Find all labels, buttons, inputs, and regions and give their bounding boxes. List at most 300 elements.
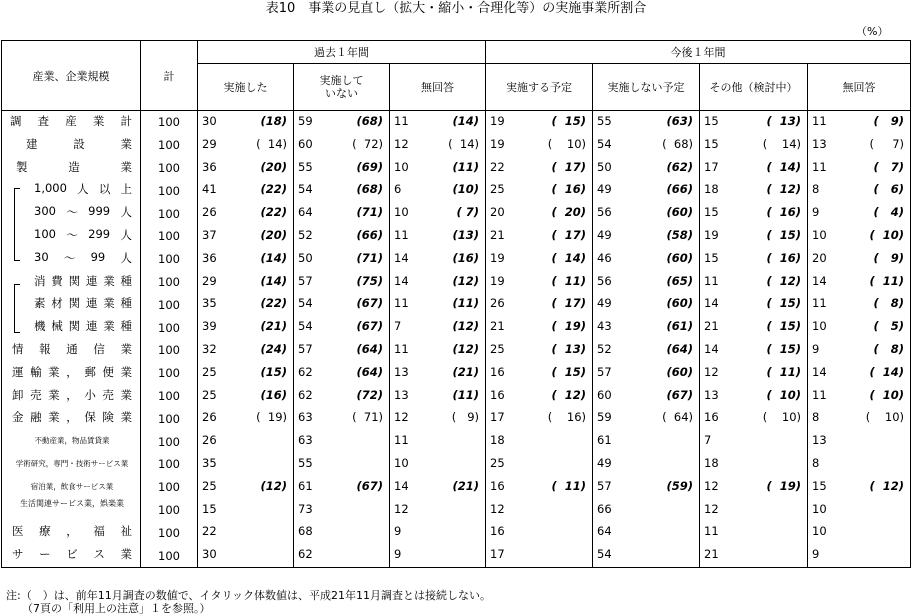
value-cell <box>808 293 911 316</box>
header-past-group: 過去１年間 <box>198 41 486 64</box>
previous-value: (65) <box>666 273 694 288</box>
value-cell <box>700 430 808 453</box>
current-value: 13 <box>812 136 827 151</box>
value-cell <box>390 248 486 271</box>
previous-value: (13) <box>452 227 480 242</box>
current-value: 54 <box>597 136 612 151</box>
current-value: 62 <box>298 547 313 562</box>
value-cell <box>198 544 294 567</box>
previous-value: (11) <box>452 387 480 402</box>
current-value: 14 <box>394 273 409 288</box>
value-cell <box>700 407 808 430</box>
current-value: 63 <box>298 410 313 425</box>
row-label-text: 学術研究，専門・技術サービス業 <box>15 458 129 468</box>
row-label-text: 卸 売 業 ， 小 売 業 <box>12 387 132 402</box>
value-cell <box>198 476 294 499</box>
current-value: 56 <box>597 273 612 288</box>
previous-value: (21) <box>452 364 480 379</box>
row-label-text: 情 報 通 信 業 <box>12 341 132 356</box>
current-value: 19 <box>490 250 505 265</box>
previous-value: ( 7) <box>869 136 905 151</box>
current-value: 29 <box>202 136 217 151</box>
unit-label: （%） <box>856 25 889 38</box>
previous-value: ( 68) <box>662 136 694 151</box>
current-value: 16 <box>704 410 719 425</box>
previous-value: ( 14) <box>551 250 587 265</box>
current-value: 7 <box>704 433 712 448</box>
current-value: 10 <box>812 501 827 516</box>
value-cell <box>390 362 486 385</box>
previous-value: (14) <box>260 273 287 288</box>
value-cell <box>486 453 593 476</box>
current-value: 12 <box>490 501 505 516</box>
column-header: 実施した <box>198 64 294 111</box>
previous-value: (72) <box>356 387 383 402</box>
row-total: 100 <box>141 202 198 225</box>
current-value: 64 <box>298 205 313 220</box>
group-bracket <box>14 188 15 260</box>
row-total: 100 <box>141 362 198 385</box>
value-cell <box>700 225 808 248</box>
previous-value: (61) <box>666 319 694 334</box>
value-cell <box>593 271 700 294</box>
header-total: 計 <box>141 41 198 111</box>
current-value: 9 <box>394 524 402 539</box>
current-value: 19 <box>490 273 505 288</box>
value-cell <box>593 157 700 180</box>
value-cell <box>486 225 593 248</box>
current-value: 57 <box>597 364 612 379</box>
previous-value: ( 5) <box>873 319 905 334</box>
current-value: 16 <box>490 478 505 493</box>
current-value: 8 <box>812 410 820 425</box>
previous-value: ( 7) <box>456 205 480 220</box>
row-total: 100 <box>141 293 198 316</box>
row-label <box>2 316 141 339</box>
previous-value: (67) <box>356 478 383 493</box>
value-cell <box>700 453 808 476</box>
previous-value: ( 16) <box>766 205 802 220</box>
previous-value: ( 10) <box>762 410 802 425</box>
row-label-text: 宿泊業，飲食サービス業 <box>30 481 114 491</box>
table-row <box>2 521 911 544</box>
value-cell <box>593 453 700 476</box>
current-value: 59 <box>298 114 313 128</box>
value-cell <box>390 476 486 499</box>
group-bracket <box>14 284 15 332</box>
previous-value: ( 20) <box>551 205 587 220</box>
table-row <box>2 316 911 339</box>
row-total: 100 <box>141 521 198 544</box>
previous-value: ( 10) <box>869 387 905 402</box>
value-cell <box>593 385 700 408</box>
footnote: 注:（ ）は、前年11月調査の数値で、イタリック体数値は、平成21年11月調査とは接続しない。 <box>6 589 492 602</box>
previous-value: ( 17) <box>551 159 587 174</box>
value-cell <box>808 385 911 408</box>
value-cell <box>593 362 700 385</box>
current-value: 25 <box>202 364 217 379</box>
previous-value: ( 11) <box>869 273 905 288</box>
current-value: 22 <box>490 159 505 174</box>
header-future-group: 今後１年間 <box>486 41 911 64</box>
value-cell <box>390 134 486 157</box>
data-table <box>1 40 911 568</box>
row-total: 100 <box>141 385 198 408</box>
previous-value: ( 11) <box>766 364 802 379</box>
value-cell <box>486 316 593 339</box>
row-label <box>2 271 141 294</box>
value-cell <box>700 134 808 157</box>
value-cell <box>700 202 808 225</box>
value-cell <box>593 544 700 567</box>
value-cell <box>198 157 294 180</box>
previous-value: (14) <box>452 114 480 128</box>
current-value: 64 <box>597 524 612 539</box>
row-total: 100 <box>141 111 198 134</box>
table-row <box>2 202 911 225</box>
table-row <box>2 362 911 385</box>
row-label <box>2 407 141 430</box>
value-cell <box>808 111 911 134</box>
current-value: 11 <box>704 273 719 288</box>
previous-value: ( 13) <box>766 114 802 128</box>
current-value: 10 <box>394 205 409 220</box>
value-cell <box>294 157 390 180</box>
value-cell <box>390 202 486 225</box>
value-cell <box>198 430 294 453</box>
previous-value: (64) <box>356 341 383 356</box>
current-value: 9 <box>812 547 820 562</box>
table-row <box>2 271 911 294</box>
previous-value: ( 9) <box>451 410 480 425</box>
value-cell <box>700 499 808 522</box>
table-row <box>2 293 911 316</box>
current-value: 57 <box>298 341 313 356</box>
previous-value: ( 71) <box>352 410 383 425</box>
row-label <box>2 430 141 453</box>
previous-value: (59) <box>666 478 694 493</box>
current-value: 11 <box>394 296 409 311</box>
value-cell <box>294 293 390 316</box>
current-value: 36 <box>202 250 217 265</box>
row-label-text: 運 輸 業 ， 郵 便 業 <box>12 364 132 379</box>
value-cell <box>198 521 294 544</box>
current-value: 55 <box>298 455 313 470</box>
value-cell <box>593 316 700 339</box>
value-cell <box>593 293 700 316</box>
previous-value: ( 14) <box>762 136 802 151</box>
previous-value: ( 12) <box>766 182 802 197</box>
current-value: 14 <box>812 364 827 379</box>
value-cell <box>294 111 390 134</box>
row-total: 100 <box>141 316 198 339</box>
current-value: 25 <box>490 455 505 470</box>
current-value: 52 <box>298 227 313 242</box>
previous-value: (11) <box>452 296 480 311</box>
value-cell <box>700 362 808 385</box>
value-cell <box>198 499 294 522</box>
current-value: 6 <box>394 182 402 197</box>
row-total: 100 <box>141 499 198 522</box>
current-value: 32 <box>202 341 217 356</box>
value-cell <box>198 385 294 408</box>
value-cell <box>700 339 808 362</box>
row-label-text: 30 ～ 99 人 <box>34 249 132 265</box>
current-value: 11 <box>812 114 827 128</box>
value-cell <box>486 407 593 430</box>
value-cell <box>593 225 700 248</box>
current-value: 66 <box>597 501 612 516</box>
value-cell <box>808 248 911 271</box>
group-bracket-tick <box>14 332 20 333</box>
current-value: 18 <box>490 433 505 448</box>
value-cell <box>390 111 486 134</box>
current-value: 13 <box>812 433 827 448</box>
previous-value: ( 7) <box>873 159 905 174</box>
table-row <box>2 476 911 499</box>
current-value: 18 <box>704 182 719 197</box>
current-value: 73 <box>298 501 313 516</box>
previous-value: ( 16) <box>551 182 587 197</box>
value-cell <box>390 521 486 544</box>
current-value: 12 <box>704 364 719 379</box>
value-cell <box>486 544 593 567</box>
column-header: 無回答 <box>390 64 486 111</box>
value-cell <box>294 134 390 157</box>
table-row <box>2 111 911 134</box>
value-cell <box>808 544 911 567</box>
row-total: 100 <box>141 157 198 180</box>
row-label <box>2 339 141 362</box>
current-value: 11 <box>704 524 719 539</box>
current-value: 15 <box>704 136 719 151</box>
current-value: 29 <box>202 273 217 288</box>
current-value: 17 <box>704 159 719 174</box>
previous-value: ( 15) <box>551 114 587 128</box>
value-cell <box>808 362 911 385</box>
row-label <box>2 521 141 544</box>
value-cell <box>486 499 593 522</box>
current-value: 13 <box>704 387 719 402</box>
value-cell <box>700 248 808 271</box>
row-total: 100 <box>141 271 198 294</box>
value-cell <box>294 430 390 453</box>
value-cell <box>486 179 593 202</box>
group-bracket-tick <box>14 260 20 261</box>
table-row <box>2 339 911 362</box>
current-value: 43 <box>597 319 612 334</box>
value-cell <box>294 316 390 339</box>
previous-value: ( 19) <box>256 410 287 425</box>
value-cell <box>294 544 390 567</box>
value-cell <box>294 407 390 430</box>
value-cell <box>486 293 593 316</box>
previous-value: ( 17) <box>551 227 587 242</box>
previous-value: (60) <box>666 205 694 220</box>
row-label-text: 消 費 関 連 業 種 <box>34 273 132 288</box>
row-label <box>2 499 141 522</box>
current-value: 21 <box>704 319 719 334</box>
value-cell <box>700 293 808 316</box>
previous-value: (69) <box>356 159 383 174</box>
row-label-text: サ ー ビ ス 業 <box>12 547 132 562</box>
previous-value: ( 14) <box>869 364 905 379</box>
row-label-text: 1,000 人 以 上 <box>34 181 132 197</box>
previous-value: ( 15) <box>766 227 802 242</box>
current-value: 63 <box>298 433 313 448</box>
column-header: 実施しない予定 <box>593 64 700 111</box>
value-cell <box>808 339 911 362</box>
value-cell <box>808 179 911 202</box>
value-cell <box>390 179 486 202</box>
previous-value: (68) <box>356 182 383 197</box>
value-cell <box>390 157 486 180</box>
previous-value: ( 9) <box>873 250 905 265</box>
value-cell <box>486 202 593 225</box>
value-cell <box>486 521 593 544</box>
current-value: 25 <box>202 478 217 493</box>
row-label <box>2 111 141 134</box>
column-header: その他（検討中） <box>700 64 808 111</box>
previous-value: (64) <box>356 364 383 379</box>
previous-value: (20) <box>260 227 287 242</box>
previous-value: (67) <box>356 296 383 311</box>
previous-value: (62) <box>666 159 694 174</box>
previous-value: (67) <box>666 387 694 402</box>
row-label-text: 調 査 産 業 計 <box>10 114 132 128</box>
current-value: 54 <box>298 182 313 197</box>
value-cell <box>808 521 911 544</box>
row-label-text: 医 療 ， 福 祉 <box>12 524 132 539</box>
row-total: 100 <box>141 407 198 430</box>
value-cell <box>593 202 700 225</box>
current-value: 21 <box>704 547 719 562</box>
current-value: 8 <box>812 455 820 470</box>
previous-value: (66) <box>666 182 694 197</box>
previous-value: ( 15) <box>551 364 587 379</box>
current-value: 19 <box>704 227 719 242</box>
row-label-text: 不動産業，物品賃貸業 <box>34 436 110 446</box>
current-value: 10 <box>812 319 827 334</box>
previous-value: (10) <box>452 182 480 197</box>
value-cell <box>808 134 911 157</box>
previous-value: ( 10) <box>869 227 905 242</box>
current-value: 16 <box>490 364 505 379</box>
previous-value: ( 10) <box>547 136 587 151</box>
value-cell <box>198 271 294 294</box>
value-cell <box>198 316 294 339</box>
current-value: 49 <box>597 296 612 311</box>
value-cell <box>700 111 808 134</box>
previous-value: (64) <box>666 341 694 356</box>
value-cell <box>808 430 911 453</box>
previous-value: (60) <box>666 364 694 379</box>
table-row <box>2 248 911 271</box>
current-value: 49 <box>597 455 612 470</box>
row-label <box>2 179 141 202</box>
previous-value: (71) <box>356 250 383 265</box>
table-row <box>2 385 911 408</box>
column-header: 実施する予定 <box>486 64 593 111</box>
value-cell <box>486 157 593 180</box>
previous-value: ( 10) <box>766 387 802 402</box>
current-value: 15 <box>812 478 827 493</box>
value-cell <box>486 271 593 294</box>
value-cell <box>486 430 593 453</box>
group-bracket-tick <box>14 188 20 189</box>
current-value: 9 <box>812 205 820 220</box>
previous-value: (22) <box>260 296 287 311</box>
current-value: 11 <box>394 114 409 128</box>
current-value: 60 <box>298 136 313 151</box>
current-value: 15 <box>202 501 217 516</box>
current-value: 8 <box>812 182 820 197</box>
value-cell <box>700 157 808 180</box>
value-cell <box>294 453 390 476</box>
current-value: 21 <box>490 227 505 242</box>
previous-value: (60) <box>666 250 694 265</box>
value-cell <box>593 134 700 157</box>
value-cell <box>198 134 294 157</box>
previous-value: (12) <box>452 341 480 356</box>
previous-value: ( 4) <box>873 205 905 220</box>
current-value: 12 <box>704 501 719 516</box>
table-row <box>2 179 911 202</box>
current-value: 7 <box>394 319 402 334</box>
row-label <box>2 385 141 408</box>
value-cell <box>593 339 700 362</box>
table-row <box>2 453 911 476</box>
value-cell <box>486 339 593 362</box>
previous-value: (67) <box>356 319 383 334</box>
previous-value: (63) <box>666 114 694 128</box>
previous-value: (60) <box>666 296 694 311</box>
current-value: 11 <box>394 341 409 356</box>
current-value: 25 <box>490 182 505 197</box>
value-cell <box>294 202 390 225</box>
previous-value: ( 12) <box>869 478 905 493</box>
current-value: 14 <box>394 478 409 493</box>
value-cell <box>198 202 294 225</box>
current-value: 54 <box>597 547 612 562</box>
table-row <box>2 157 911 180</box>
value-cell <box>700 271 808 294</box>
current-value: 17 <box>490 410 505 425</box>
current-value: 49 <box>597 182 612 197</box>
row-total: 100 <box>141 453 198 476</box>
previous-value: (18) <box>260 114 287 128</box>
previous-value: ( 14) <box>448 136 480 151</box>
value-cell <box>593 499 700 522</box>
current-value: 25 <box>490 341 505 356</box>
previous-value: (11) <box>452 159 480 174</box>
table-row <box>2 499 911 522</box>
current-value: 15 <box>704 205 719 220</box>
current-value: 61 <box>597 433 612 448</box>
current-value: 57 <box>298 273 313 288</box>
table-row <box>2 430 911 453</box>
previous-value: ( 8) <box>873 341 905 356</box>
value-cell <box>198 407 294 430</box>
current-value: 9 <box>394 547 402 562</box>
previous-value: ( 8) <box>873 296 905 311</box>
header-industry: 産業、企業規模 <box>2 41 141 111</box>
footnote-reference: （7頁の「利用上の注意」１を参照。） <box>22 602 211 615</box>
row-total: 100 <box>141 430 198 453</box>
row-total: 100 <box>141 476 198 499</box>
value-cell <box>700 521 808 544</box>
value-cell <box>700 476 808 499</box>
